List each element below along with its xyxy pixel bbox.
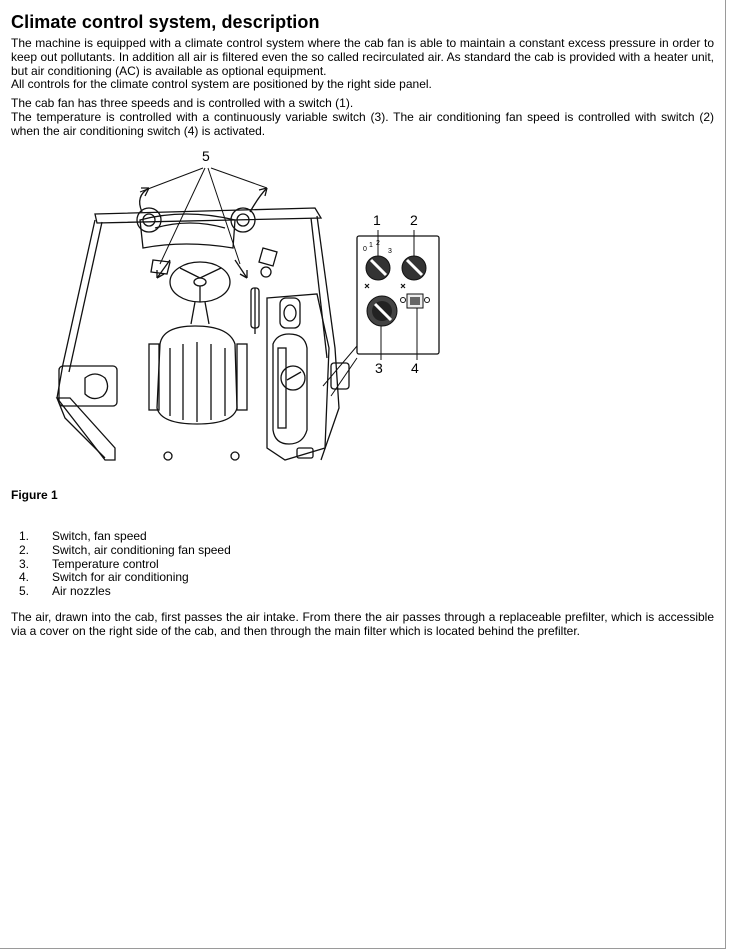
controls-text: The temperature is controlled with a continuously variable switch (3). The air conditioning fan speed is controlled with switch (2) when the air conditioning switch (4) is activated. [11, 109, 714, 138]
dial-scale-3: 3 [388, 248, 392, 255]
legend-item: 1. Switch, fan speed [19, 529, 147, 543]
outro-paragraph: The air, drawn into the cab, first passes the air intake. From there the air passes through a replaceable prefilter, which is accessible via a cover on the right side of the cab, and then through the main filter which is located behind the prefilter. [11, 610, 714, 638]
callout-2: 2 [410, 212, 418, 228]
steering-column [191, 302, 209, 324]
legend-item: 4. Switch for air conditioning [19, 570, 189, 585]
dial-scale-1: 1 [369, 242, 373, 249]
controls-paragraph [11, 97, 714, 138]
lever-knob [261, 267, 271, 277]
left-armrest-handle [85, 374, 108, 399]
callout-3: 3 [375, 360, 383, 376]
callout-4: 4 [411, 360, 419, 376]
cab-right-pillar-inner [311, 218, 327, 358]
cab-diagram [45, 148, 445, 464]
legend-item: 5. Air nozzles [19, 584, 111, 599]
control-lever [259, 248, 277, 266]
dash-instrument [155, 223, 225, 228]
joystick [280, 298, 300, 328]
steering-spokes [180, 268, 221, 302]
figure-legend [19, 530, 231, 599]
page-title: Climate control system, description [11, 12, 320, 32]
legend-item: 2. Switch, air conditioning fan speed [19, 542, 231, 557]
arrow-nozzle-right [250, 188, 267, 212]
panel-dial [281, 366, 305, 390]
panel-button-column [278, 348, 286, 428]
intro-paragraph [11, 37, 714, 92]
right-side-panel [267, 294, 329, 460]
cab-left-pillar-inner [69, 222, 102, 372]
steering-hub [194, 278, 206, 286]
control-panel-inset [357, 230, 439, 360]
cab-left-panel [57, 398, 115, 460]
dial-scale-2: 2 [376, 240, 380, 247]
callout-5: 5 [202, 148, 210, 164]
dial-scale-0: 0 [363, 246, 367, 253]
controls-text: The cab fan has three speeds and is controlled with a switch (1). [11, 96, 354, 110]
cab-right-pillar [317, 216, 339, 460]
intro-text: The machine is equipped with a climate control system where the cab fan is able to maintain a constant excess pressure in order to keep out pollutants. In addition all air is filtered even the so called recirculated air. As standard the cab is provided with a heater unit, but air conditioning (AC) is available as optional equipment. [11, 36, 714, 78]
figure-caption: Figure 1 [11, 488, 58, 502]
cab-left-pillar [57, 220, 105, 458]
left-armrest [59, 366, 117, 406]
seat-arm-right [237, 344, 247, 410]
callout-1: 1 [373, 212, 381, 228]
intro-text: All controls for the climate control system are positioned by the right side panel. [11, 77, 432, 92]
seat-lines [170, 342, 225, 422]
figure-cab-illustration [45, 148, 445, 464]
right-armrest [331, 363, 349, 389]
legend-item: 3. Temperature control [19, 556, 159, 571]
